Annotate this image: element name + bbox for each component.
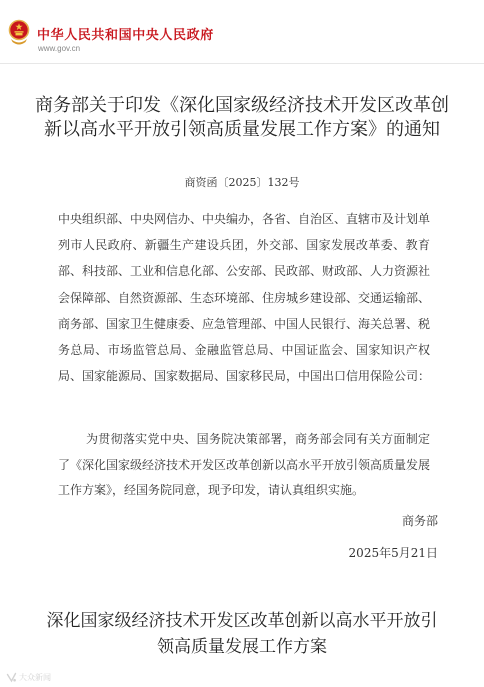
recipients-paragraph: 中央组织部、中央网信办、中央编办，各省、自治区、直辖市及计划单列市人民政府、新疆生产建设兵团，外交部、国家发展改革委、教育部、科技部、工业和信息化部、公安部、民政部、财政部、人力资源社会保障部、自然资源部、生态环境部、住房城乡建设部、交通运输部、商务部、国家卫生健康委、应急管理部、中国人民银行、海关总署、税务总局、市场监管总局、金融监管总局、中国证监会、国家知识产权局、国家能源局、国家数据局、国家移民局，中国出口信用保险公司： — [58, 212, 431, 384]
national-emblem-icon[interactable] — [8, 19, 30, 47]
site-url: www.gov.cn — [38, 44, 81, 53]
watermark — [6, 671, 76, 685]
watermark-text: 大众新闻 — [19, 673, 51, 682]
body-paragraph: 为贯彻落实党中央、国务院决策部署，商务部会同有关方面制定了《深化国家级经济技术开发区改革创新以高水平开放引领高质量发展工作方案》，经国务院同意，现予印发，请认真组织实施。 — [58, 432, 431, 497]
watermark-logo-icon — [6, 672, 17, 683]
signature-date: 2025年5月21日 — [348, 546, 438, 560]
site-header — [0, 0, 484, 64]
site-name[interactable]: 中华人民共和国中央人民政府 — [37, 28, 214, 43]
attachment-title: 深化国家级经济技术开发区改革创新以高水平开放引领高质量发展工作方案 — [46, 611, 438, 657]
document-title: 商务部关于印发《深化国家级经济技术开发区改革创新以高水平开放引领高质量发展工作方案》的通知 — [35, 95, 449, 140]
signature-org: 商务部 — [401, 514, 438, 528]
document-number: 商资函〔2025〕132号 — [184, 176, 300, 189]
